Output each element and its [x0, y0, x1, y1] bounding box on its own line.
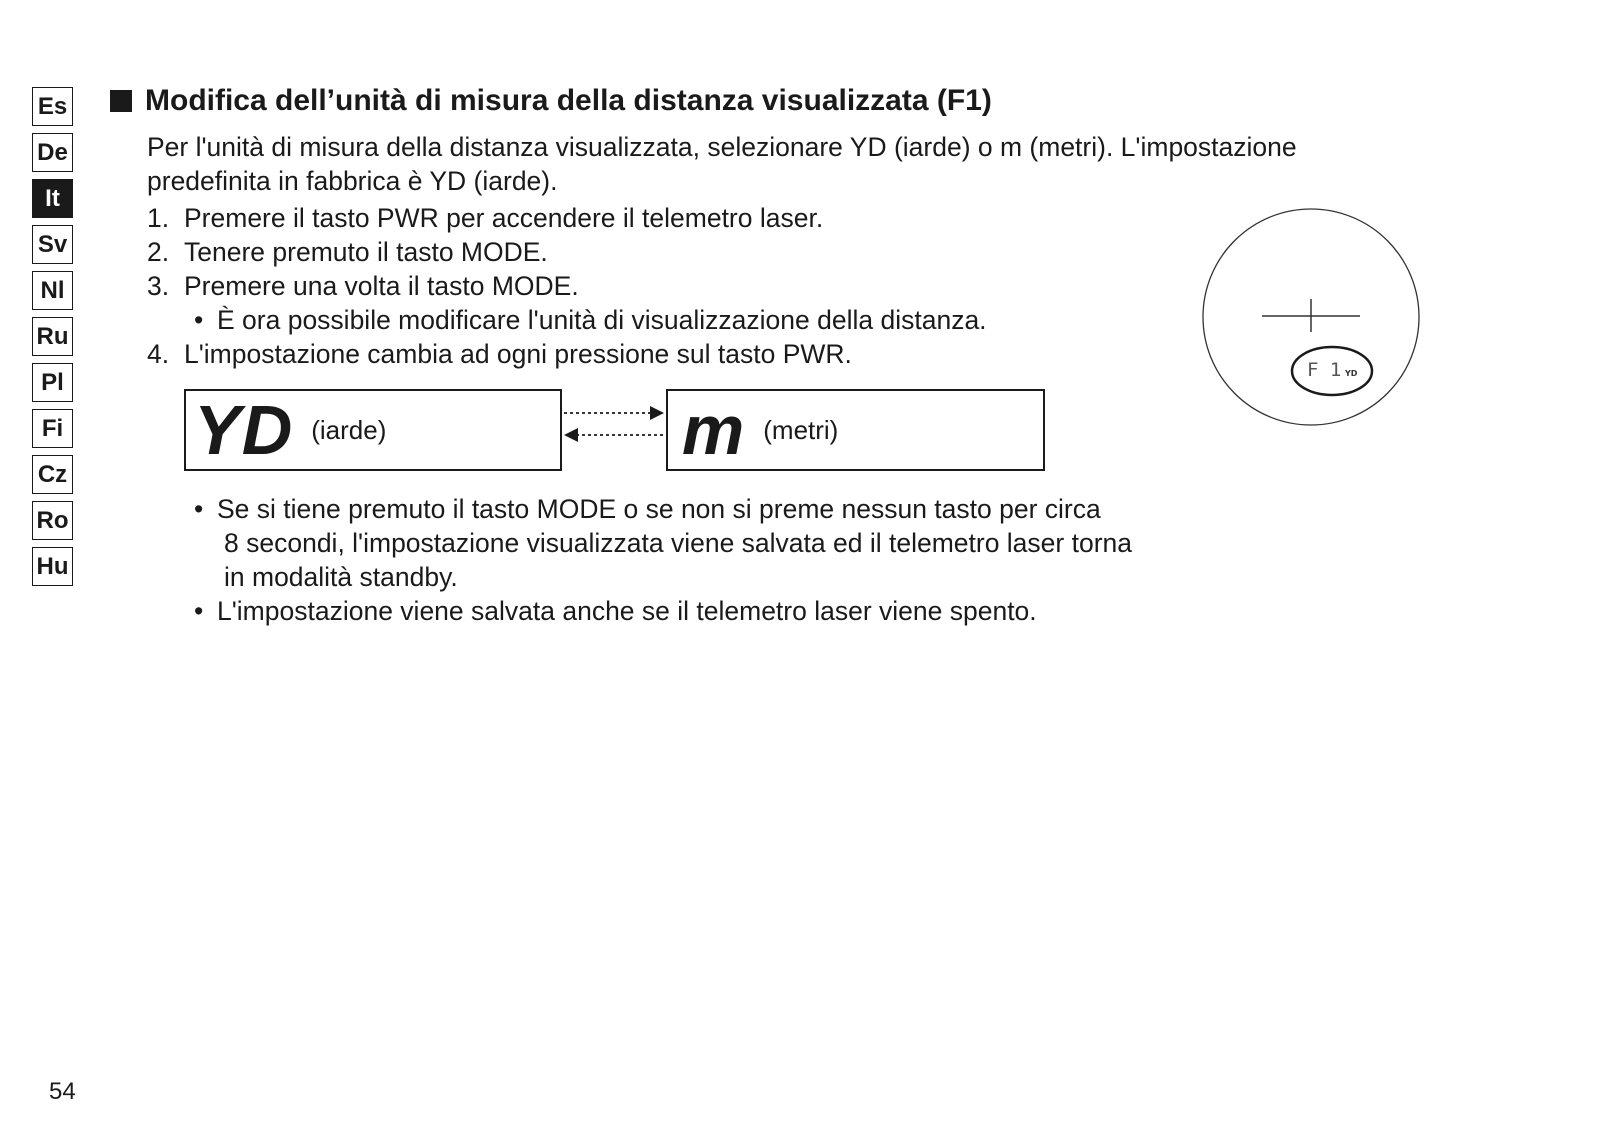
note-2-text: L'impostazione viene salvata anche se il telemetro laser viene spento.	[217, 596, 1037, 626]
step-number: 3.	[147, 271, 170, 301]
intro-paragraph	[147, 130, 1297, 198]
language-tab-pl[interactable]: Pl	[32, 363, 73, 402]
step-3	[147, 269, 987, 303]
step-text: Tenere premuto il tasto MODE.	[184, 237, 548, 267]
unit-box-meters	[666, 389, 1045, 471]
step-2	[147, 235, 987, 269]
note-1-line-3: in modalità standby.	[224, 562, 458, 592]
note-1	[147, 492, 1132, 526]
section-title: Modifica dell’unità di misura della distanza visualizzata (F1)	[145, 84, 992, 117]
toggle-arrows-icon	[562, 400, 666, 448]
language-tab-fi[interactable]: Fi	[32, 409, 73, 448]
unit-label-m: (metri)	[763, 414, 839, 445]
unit-symbol-yd: YD	[194, 391, 294, 469]
language-tab-cz[interactable]: Cz	[32, 455, 73, 494]
language-tab-it[interactable]: It	[32, 179, 73, 218]
intro-line-2: predefinita in fabbrica è YD (iarde).	[147, 166, 558, 196]
bullet-icon: •	[194, 305, 204, 335]
language-tab-es[interactable]: Es	[32, 87, 73, 126]
bullet-icon: •	[194, 596, 204, 626]
step-text: L'impostazione cambia ad ogni pressione sul tasto PWR.	[184, 339, 852, 369]
unit-symbol-m: m	[682, 391, 746, 469]
language-tabs	[32, 87, 74, 593]
page-number: 54	[49, 1078, 76, 1105]
viewfinder-display-text: F 1	[1307, 359, 1342, 381]
intro-line-1: Per l'unità di misura della distanza visualizzata, selezionare YD (iarde) o m (metri). L'impostazione	[147, 132, 1297, 162]
language-tab-nl[interactable]: Nl	[32, 271, 73, 310]
step-number: 4.	[147, 339, 170, 369]
note-1-line-1: Se si tiene premuto il tasto MODE o se non si preme nessun tasto per circa	[217, 494, 1101, 524]
note-1-line-2: 8 secondi, l'impostazione visualizzata viene salvata ed il telemetro laser torna	[224, 528, 1133, 558]
bullet-icon: •	[194, 494, 204, 524]
language-tab-de[interactable]: De	[32, 133, 73, 172]
unit-label-yd: (iarde)	[311, 414, 387, 445]
step-text: Premere una volta il tasto MODE.	[184, 271, 579, 301]
note-2	[147, 594, 1132, 628]
step-3-bullet	[147, 303, 987, 337]
step-number: 2.	[147, 237, 170, 267]
section-heading	[110, 84, 992, 118]
steps-list	[147, 201, 987, 371]
language-tab-sv[interactable]: Sv	[32, 225, 73, 264]
language-tab-hu[interactable]: Hu	[32, 547, 73, 586]
notes-list	[147, 492, 1132, 628]
heading-square-icon	[110, 90, 132, 112]
viewfinder-illustration	[1202, 208, 1422, 428]
step-1	[147, 201, 987, 235]
language-tab-ro[interactable]: Ro	[32, 501, 73, 540]
viewfinder-unit-text: YD	[1345, 369, 1358, 378]
language-tab-ru[interactable]: Ru	[32, 317, 73, 356]
unit-box-yards	[184, 389, 562, 471]
step-4	[147, 337, 987, 371]
step-number: 1.	[147, 203, 170, 233]
step-text: Premere il tasto PWR per accendere il telemetro laser.	[184, 203, 824, 233]
bullet-text: È ora possibile modificare l'unità di visualizzazione della distanza.	[217, 305, 987, 335]
